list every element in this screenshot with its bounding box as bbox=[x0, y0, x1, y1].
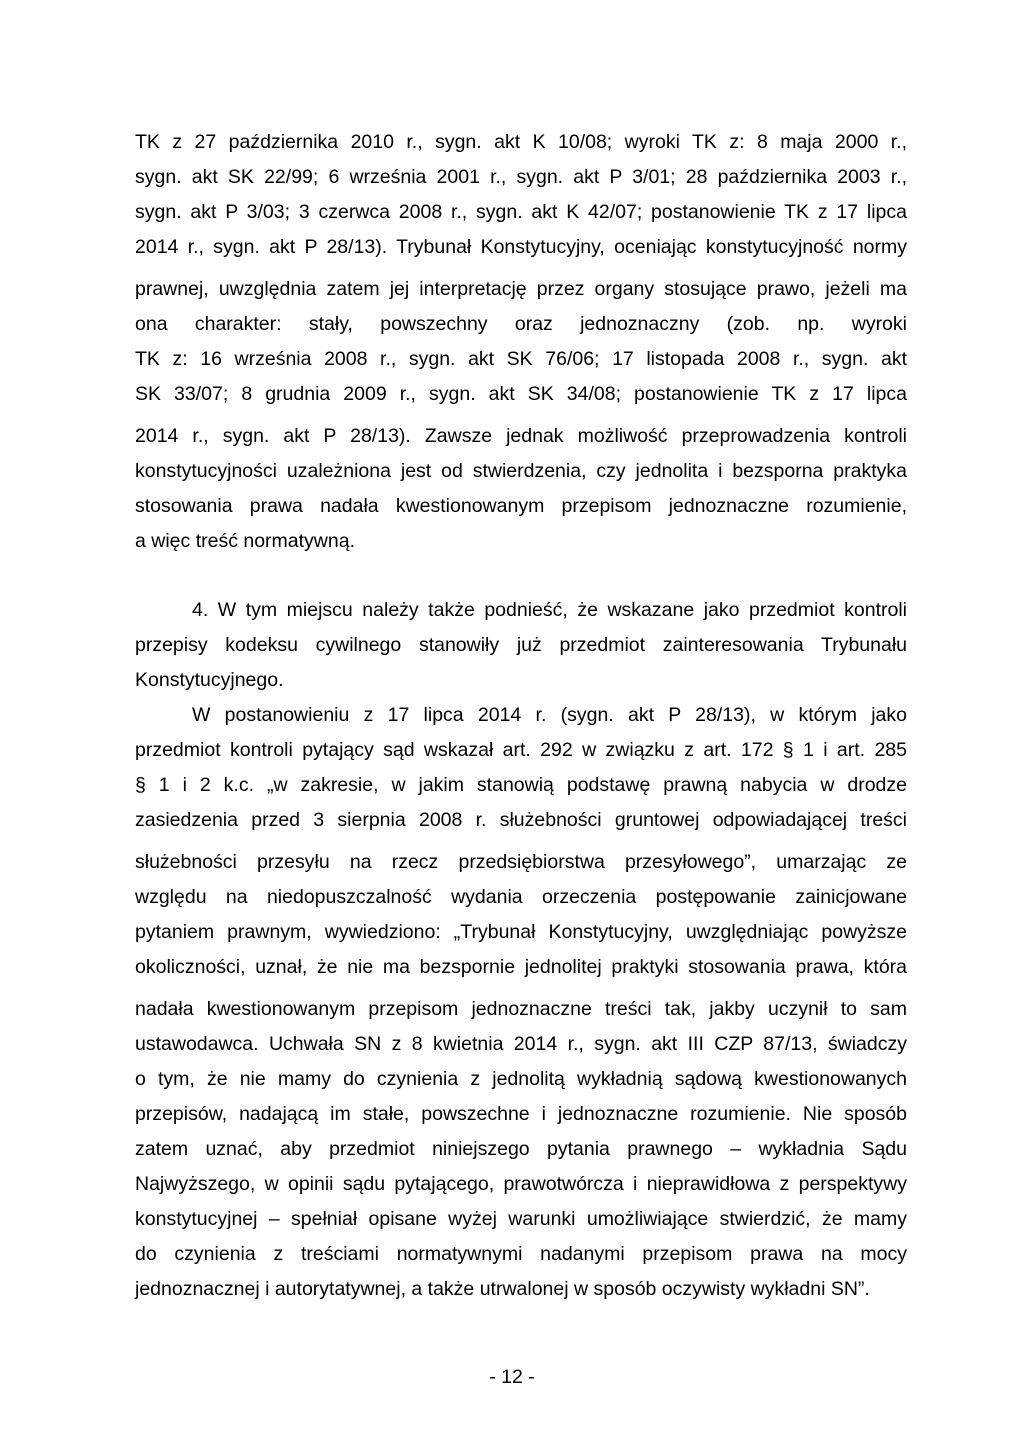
text-line: przedmiot kontroli pytający sąd wskazał art. 292 w związku z art. 172 § 1 i art. 285 bbox=[135, 739, 907, 761]
text-line: 4. W tym miejscu należy także podnieść, że wskazane jako przedmiot kontroli bbox=[192, 599, 907, 621]
text-line: zatem uznać, aby przedmiot niniejszego pytania prawnego – wykładnia Sądu bbox=[135, 1138, 907, 1160]
text-line: o tym, że nie mamy do czynienia z jednolitą wykładnią sądową kwestionowanych bbox=[135, 1068, 907, 1090]
text-line: SK 33/07; 8 grudnia 2009 r., sygn. akt SK 34/08; postanowienie TK z 17 lipca bbox=[135, 383, 907, 405]
text-line: pytaniem prawnym, wywiedziono: „Trybunał Konstytucyjny, uwzględniając powyższe bbox=[135, 921, 907, 943]
text-line: jednoznacznej i autorytatywnej, a także utrwalonej w sposób oczywisty wykładni SN”. bbox=[135, 1278, 870, 1300]
text-line: stosowania prawa nadała kwestionowanym przepisom jednoznaczne rozumienie, bbox=[135, 495, 907, 517]
text-line: W postanowieniu z 17 lipca 2014 r. (sygn. akt P 28/13), w którym jako bbox=[192, 704, 907, 726]
text-line: ona charakter: stały, powszechny oraz jednoznaczny (zob. np. wyroki bbox=[135, 313, 907, 335]
text-line: służebności przesyłu na rzecz przedsiębiorstwa przesyłowego”, umarzając ze bbox=[135, 851, 907, 873]
text-line: TK z 27 października 2010 r., sygn. akt K 10/08; wyroki TK z: 8 maja 2000 r., bbox=[135, 131, 907, 153]
text-line: okoliczności, uznał, że nie ma bezspornie jednolitej praktyki stosowania prawa, która bbox=[135, 956, 907, 978]
text-line: przepisy kodeksu cywilnego stanowiły już przedmiot zainteresowania Trybunału bbox=[135, 634, 907, 656]
text-line: sygn. akt P 3/03; 3 czerwca 2008 r., sygn. akt K 42/07; postanowienie TK z 17 lipca bbox=[135, 201, 907, 223]
text-line: ustawodawca. Uchwała SN z 8 kwietnia 2014 r., sygn. akt III CZP 87/13, świadczy bbox=[135, 1033, 907, 1055]
text-line: sygn. akt SK 22/99; 6 września 2001 r., sygn. akt P 3/01; 28 października 2003 r., bbox=[135, 166, 907, 188]
text-line: względu na niedopuszczalność wydania orzeczenia postępowanie zainicjowane bbox=[135, 886, 907, 908]
text-line: Najwyższego, w opinii sądu pytającego, prawotwórcza i nieprawidłowa z perspektywy bbox=[135, 1173, 907, 1195]
text-line: do czynienia z treściami normatywnymi nadanymi przepisom prawa na mocy bbox=[135, 1243, 907, 1265]
text-line: prawnej, uwzględnia zatem jej interpretację przez organy stosujące prawo, jeżeli ma bbox=[135, 278, 907, 300]
text-line: § 1 i 2 k.c. „w zakresie, w jakim stanowią podstawę prawną nabycia w drodze bbox=[135, 774, 907, 796]
text-line: 2014 r., sygn. akt P 28/13). Zawsze jednak możliwość przeprowadzenia kontroli bbox=[135, 425, 907, 447]
text-line: przepisów, nadającą im stałe, powszechne i jednoznaczne rozumienie. Nie sposób bbox=[135, 1103, 907, 1125]
text-line: a więc treść normatywną. bbox=[135, 530, 355, 552]
text-line: Konstytucyjnego. bbox=[135, 669, 284, 691]
text-line: nadała kwestionowanym przepisom jednoznaczne treści tak, jakby uczynił to sam bbox=[135, 998, 907, 1020]
text-line: 2014 r., sygn. akt P 28/13). Trybunał Konstytucyjny, oceniając konstytucyjność normy bbox=[135, 236, 907, 258]
text-line: konstytucyjności uzależniona jest od stwierdzenia, czy jednolita i bezsporna praktyka bbox=[135, 460, 907, 482]
text-line: zasiedzenia przed 3 sierpnia 2008 r. służebności gruntowej odpowiadającej treści bbox=[135, 809, 907, 831]
page-number: - 12 - bbox=[489, 1366, 535, 1388]
text-line: TK z: 16 września 2008 r., sygn. akt SK 76/06; 17 listopada 2008 r., sygn. akt bbox=[135, 348, 907, 370]
text-line: konstytucyjnej – spełniał opisane wyżej warunki umożliwiające stwierdzić, że mamy bbox=[135, 1208, 907, 1230]
